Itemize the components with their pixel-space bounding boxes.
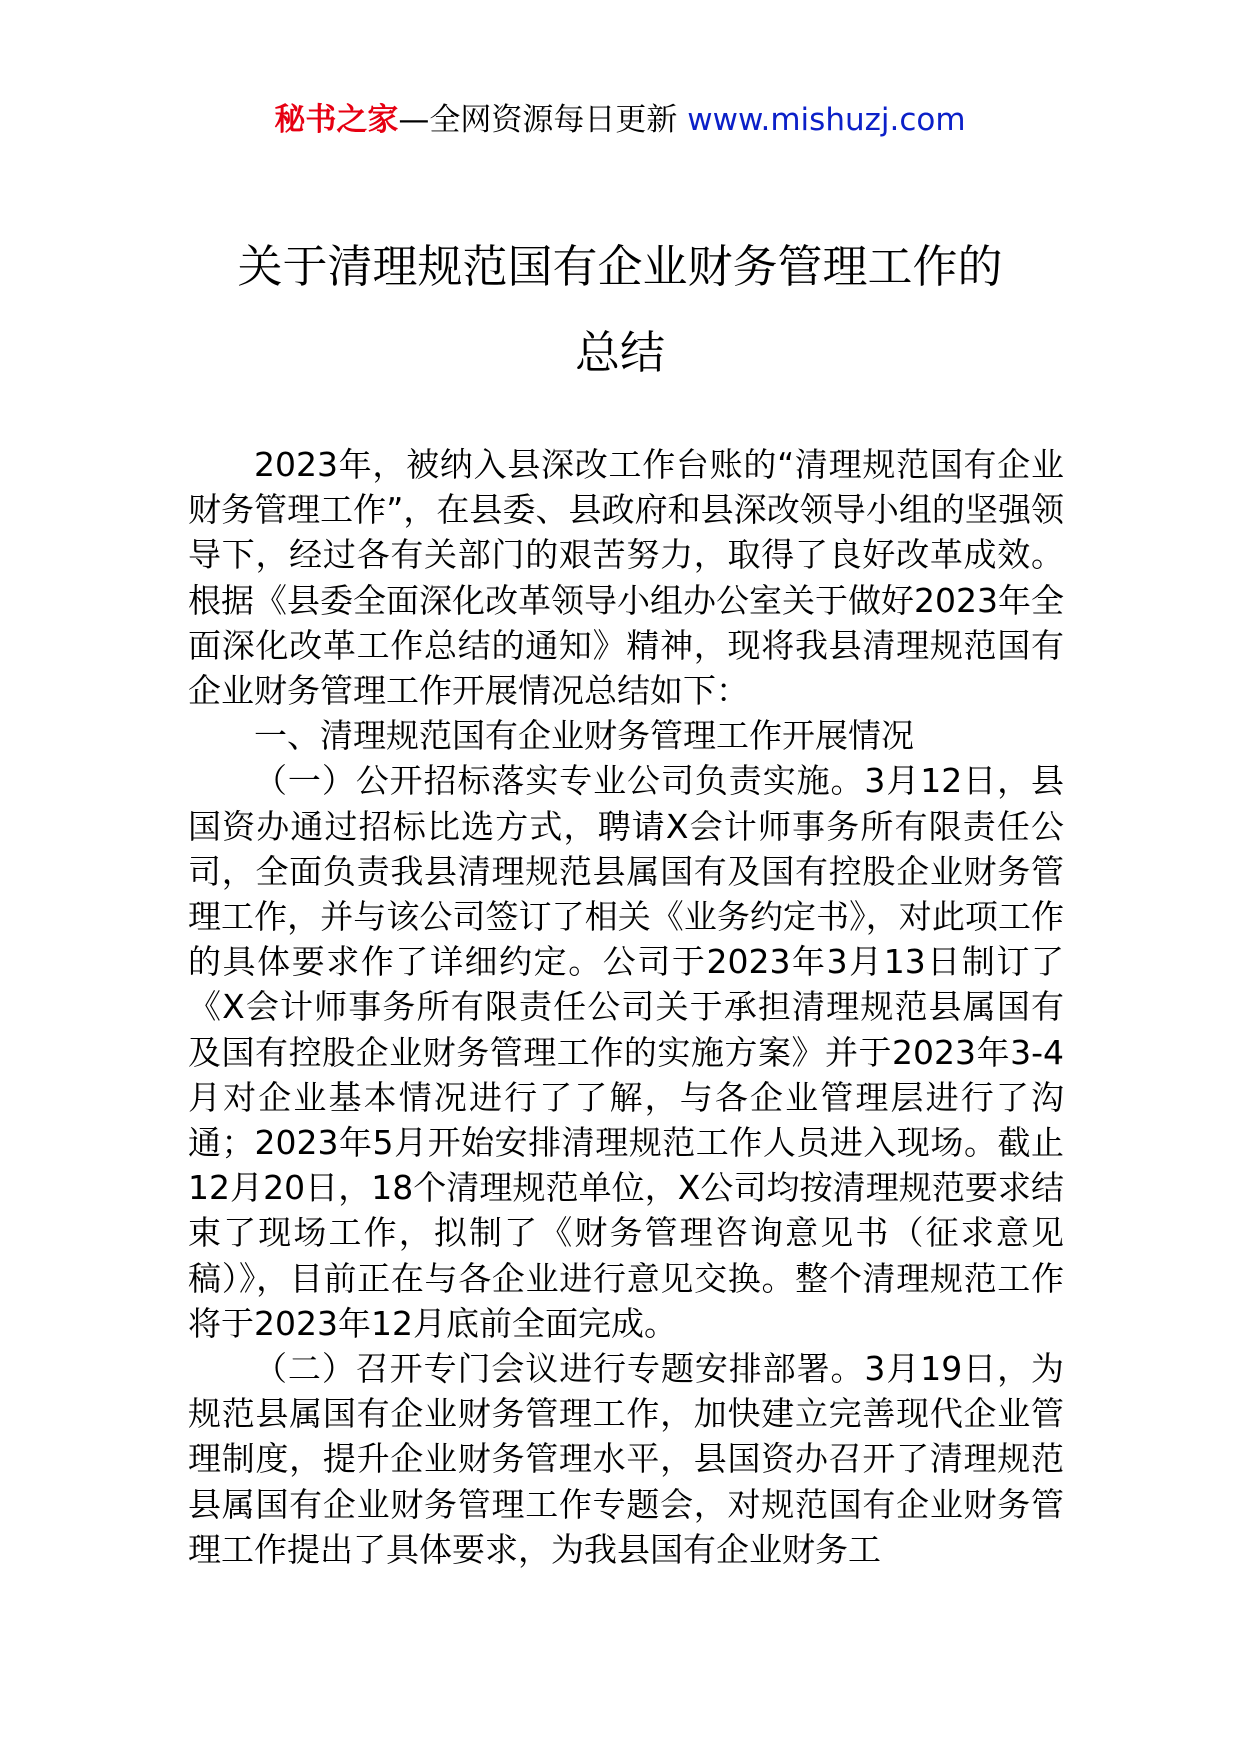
title-line-2: 总结 (574, 326, 665, 379)
website-link[interactable]: www.mishuzj.com (687, 102, 966, 138)
document-title (0, 224, 1240, 396)
site-banner (0, 98, 1240, 142)
title-line-1: 关于清理规范国有企业财务管理工作的 (237, 240, 1003, 293)
section-heading-1: 一、清理规范国有企业财务管理工作开展情况 (254, 716, 914, 756)
brand-name: 秘书之家 (274, 102, 399, 138)
intro-paragraph: 2023年，被纳入县深改工作台账的“清理规范国有企业财务管理工作”，在县委、县政府和县深改领导小组的坚强领导下，经过各有关部门的艰苦努力，取得了良好改革成效。根据《县委全面深化改革领导小组办公室关于做好2023年全面深化改革工作总结的通知》精神，现将我县清理规范国有企业财务管理工作开展情况总结如下： (188, 445, 1064, 711)
subsection-paragraph-2: （二）召开专门会议进行专题安排部署。3月19日，为规范县属国有企业财务管理工作，加快建立完善现代企业管理制度，提升企业财务管理水平，县国资办召开了清理规范县属国有企业财务管理工作专题会，对规范国有企业财务管理工作提出了具体要求，为我县国有企业财务工 (188, 1349, 1064, 1569)
document-body (188, 442, 1064, 1572)
subsection-paragraph-1: （一）公开招标落实专业公司负责实施。3月12日，县国资办通过招标比选方式，聘请X会计师事务所有限责任公司，全面负责我县清理规范县属国有及国有控股企业财务管理工作，并与该公司签订了相关《业务约定书》，对此项工作的具体要求作了详细约定。公司于2023年3月13日制订了《X会计师事务所有限责任公司关于承担清理规范县属国有及国有控股企业财务管理工作的实施方案》并于2023年3-4月对企业基本情况进行了了解，与各企业管理层进行了沟通；2023年5月开始安排清理规范工作人员进入现场。截止12月20日，18个清理规范单位，X公司均按清理规范要求结束了现场工作，拟制了《财务管理咨询意见书（征求意见稿）》，目前正在与各企业进行意见交换。整个清理规范工作将于2023年12月底前全面完成。 (188, 761, 1064, 1343)
banner-tagline: —全网资源每日更新 (398, 102, 678, 138)
